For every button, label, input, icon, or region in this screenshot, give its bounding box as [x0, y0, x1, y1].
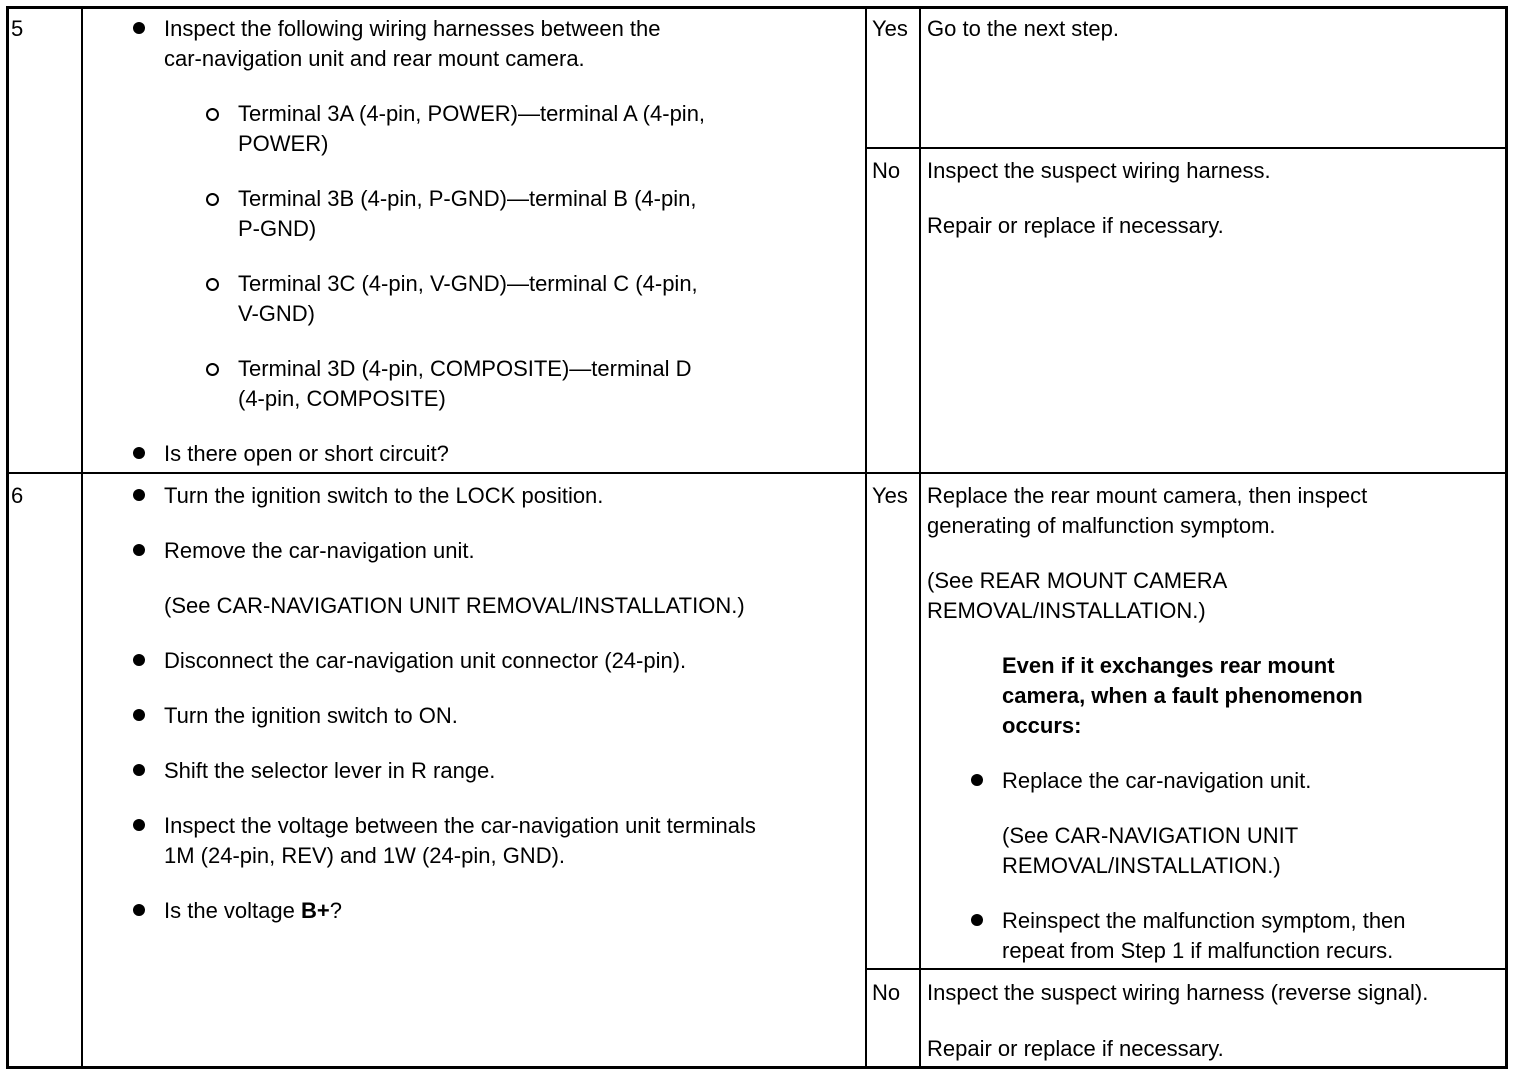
reference-note: REMOVAL/INSTALLATION.) [1002, 853, 1281, 878]
question-text: Is the voltage [164, 898, 301, 923]
no-action: Repair or replace if necessary. [927, 213, 1224, 238]
no-label: No [872, 158, 901, 183]
warning-step: repeat from Step 1 if malfunction recurs. [1002, 938, 1394, 963]
step-number: 6 [11, 483, 24, 508]
step-number: 5 [11, 16, 24, 41]
step-question [164, 896, 342, 926]
terminal-item: Terminal 3A (4-pin, POWER)—terminal A (4-pin, [238, 101, 706, 126]
bullet-icon [133, 489, 145, 501]
bullet-icon [133, 22, 145, 34]
warning-step: Reinspect the malfunction symptom, then [1002, 908, 1406, 933]
terminal-item: Terminal 3D (4-pin, COMPOSITE)—terminal D [238, 356, 692, 381]
bullet-icon [971, 774, 983, 786]
yes-action: generating of malfunction symptom. [927, 513, 1276, 538]
reference-note: (See CAR-NAVIGATION UNIT REMOVAL/INSTALLATION.) [164, 593, 745, 618]
bullet-icon [133, 904, 145, 916]
warning-heading: Even if it exchanges rear mount [1002, 653, 1335, 678]
no-label: No [872, 980, 901, 1005]
terminal-item: (4-pin, COMPOSITE) [238, 386, 446, 411]
voltage-value: B+ [300, 898, 330, 923]
step-instruction: Remove the car-navigation unit. [164, 538, 475, 563]
column-divider [81, 6, 83, 1069]
column-divider [865, 6, 867, 1069]
step-instruction: Inspect the following wiring harnesses between the [164, 16, 661, 41]
no-action: Repair or replace if necessary. [927, 1036, 1224, 1061]
warning-heading: camera, when a fault phenomenon [1002, 683, 1363, 708]
step-question: Is there open or short circuit? [164, 441, 449, 466]
bullet-icon [133, 544, 145, 556]
terminal-item: Terminal 3B (4-pin, P-GND)—terminal B (4-pin, [238, 186, 697, 211]
yes-action: Replace the rear mount camera, then inspect [927, 483, 1368, 508]
sub-bullet-icon [206, 108, 219, 121]
question-end: ? [329, 898, 342, 923]
bullet-icon [971, 914, 983, 926]
step-instruction: Inspect the voltage between the car-navigation unit terminals [164, 813, 756, 838]
yes-label: Yes [872, 16, 908, 41]
bullet-icon [133, 819, 145, 831]
bullet-icon [133, 654, 145, 666]
column-divider [919, 6, 921, 1069]
step-instruction: 1M (24-pin, REV) and 1W (24-pin, GND). [164, 843, 566, 868]
no-action: Inspect the suspect wiring harness. [927, 158, 1271, 183]
sub-bullet-icon [206, 363, 219, 376]
bullet-icon [133, 764, 145, 776]
step-instruction: Disconnect the car-navigation unit connector (24-pin). [164, 648, 687, 673]
terminal-item: P-GND) [238, 216, 317, 241]
reference-note: (See REAR MOUNT CAMERA [927, 568, 1228, 593]
terminal-item: V-GND) [238, 301, 315, 326]
row-divider [865, 968, 1508, 970]
terminal-item: Terminal 3C (4-pin, V-GND)—terminal C (4-pin, [238, 271, 698, 296]
warning-step: Replace the car-navigation unit. [1002, 768, 1312, 793]
step-instruction: car-navigation unit and rear mount camera. [164, 46, 585, 71]
bullet-icon [133, 709, 145, 721]
terminal-item: POWER) [238, 131, 329, 156]
reference-note: REMOVAL/INSTALLATION.) [927, 598, 1206, 623]
no-action: Inspect the suspect wiring harness (reverse signal). [927, 980, 1429, 1005]
row-divider [865, 147, 1508, 149]
step-instruction: Turn the ignition switch to ON. [164, 703, 458, 728]
sub-bullet-icon [206, 193, 219, 206]
step-instruction: Shift the selector lever in R range. [164, 758, 496, 783]
step-instruction: Turn the ignition switch to the LOCK position. [164, 483, 604, 508]
warning-heading: occurs: [1002, 713, 1082, 738]
yes-action: Go to the next step. [927, 16, 1120, 41]
reference-note: (See CAR-NAVIGATION UNIT [1002, 823, 1299, 848]
yes-label: Yes [872, 483, 908, 508]
bullet-icon [133, 447, 145, 459]
sub-bullet-icon [206, 278, 219, 291]
row-divider [6, 472, 1508, 474]
